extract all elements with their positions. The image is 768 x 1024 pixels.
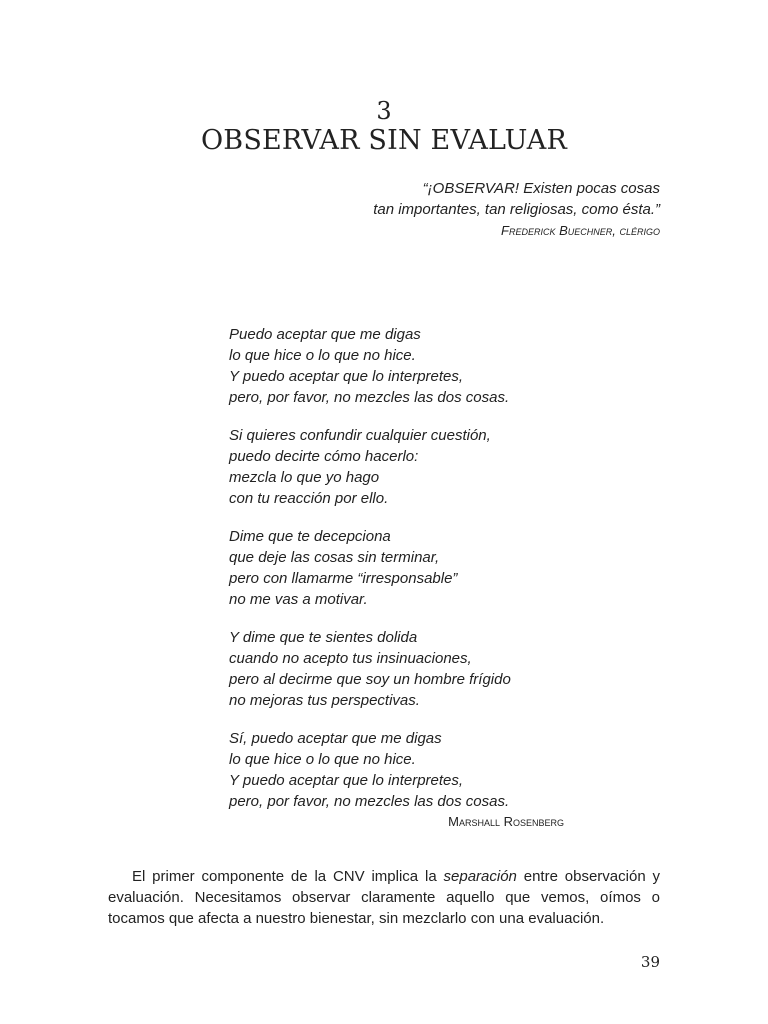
poem-line: Sí, puedo aceptar que me digas [229,730,442,747]
poem-line: Y puedo aceptar que lo interpretes, [229,772,464,789]
epigraph-line: “¡OBSERVAR! Existen pocas cosas [422,180,660,197]
poem [229,324,589,829]
poem-line: mezcla lo que yo hago [229,469,380,486]
poem-line: lo que hice o lo que no hice. [229,347,416,364]
poem-stanza [229,526,589,610]
poem-line: Y dime que te sientes dolida [229,629,418,646]
epigraph-attribution: Frederick Buechner, clérigo [501,223,660,238]
poem-line: no me vas a motivar. [229,591,368,608]
poem-line: no mejoras tus perspectivas. [229,692,420,709]
poem-stanza [229,627,589,711]
body-paragraph [108,866,660,929]
poem-line: cuando no acepto tus insinuaciones, [229,650,472,667]
poem-line: pero, por favor, no mezcles las dos cosas. [229,389,510,406]
body-text-start: El primer componente de la CNV implica la [132,868,444,885]
poem-line: que deje las cosas sin terminar, [229,549,440,566]
poem-line: con tu reacción por ello. [229,490,389,507]
poem-stanza [229,324,589,408]
body-text-emphasis: separación [443,868,517,885]
chapter-number: 3 [376,97,392,125]
poem-line: Y puedo aceptar que lo interpretes, [229,368,464,385]
epigraph-line: tan importantes, tan religiosas, como ésta.” [373,201,660,218]
epigraph [180,178,660,241]
poem-line: Puedo aceptar que me digas [229,326,421,343]
poem-line: pero al decirme que soy un hombre frígido [229,671,511,688]
poem-line: Dime que te decepciona [229,528,391,545]
poem-line: puedo decirte cómo hacerlo: [229,448,419,465]
chapter-title: OBSERVAR SIN EVALUAR [200,125,568,156]
poem-line: Si quieres confundir cualquier cuestión, [229,427,491,444]
poem-line: lo que hice o lo que no hice. [229,751,416,768]
poem-line: pero con llamarme “irresponsable” [229,570,458,587]
poem-stanza [229,728,589,812]
poem-author: Marshall Rosenberg [448,814,564,829]
poem-stanza [229,425,589,509]
body-text-end: entre observación y evaluación. Necesitamos observar claramente aquello que vemos, oímos o tocamos que afecta a nuestro bienestar, sin mezclarlo con una evaluación. [108,868,660,927]
page-number: 39 [640,953,660,971]
poem-line: pero, por favor, no mezcles las dos cosas. [229,793,510,810]
